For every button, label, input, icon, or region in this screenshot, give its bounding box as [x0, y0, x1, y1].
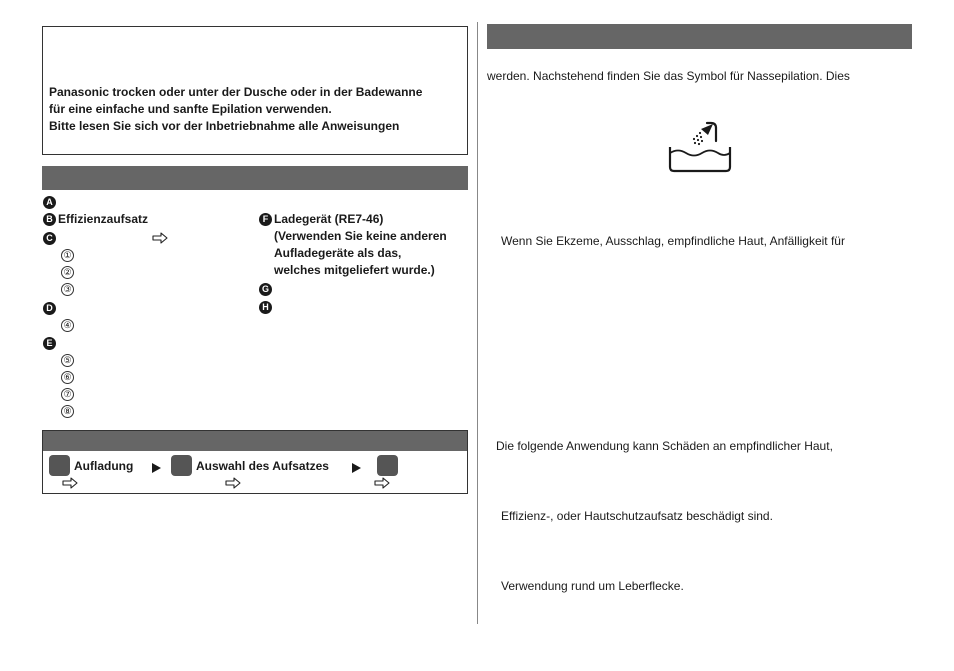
paragraph-damage-warning: Die folgende Anwendung kann Schäden an empfindlicher Haut, — [496, 439, 833, 453]
step-1-marker — [49, 455, 70, 476]
paragraph-wet-use: werden. Nachstehend finden Sie das Symbol für Nassepilation. Dies — [487, 69, 850, 83]
flow-header-bar — [43, 431, 467, 451]
triangle-right-icon — [152, 463, 161, 473]
part-badge-b: B — [43, 213, 56, 226]
part-number-2: ② — [61, 266, 74, 279]
step-2-marker — [171, 455, 192, 476]
part-badge-h: H — [259, 301, 272, 314]
paragraph-skin-warning: Wenn Sie Ekzeme, Ausschlag, empfindliche Haut, Anfälligkeit für — [501, 234, 845, 248]
intro-line-2: für eine einfache und sanfte Epilation verwenden. — [49, 102, 332, 116]
part-badge-a: A — [43, 196, 56, 209]
arrow-right-icon — [225, 477, 241, 489]
intro-line-3: Bitte lesen Sie sich vor der Inbetriebnahme alle Anweisungen — [49, 119, 400, 133]
paragraph-attachment-damage: Effizienz-, oder Hautschutzaufsatz beschädigt sind. — [501, 509, 773, 523]
part-badge-c: C — [43, 232, 56, 245]
step-2-label: Auswahl des Aufsatzes — [196, 459, 329, 473]
part-number-7: ⑦ — [61, 388, 74, 401]
shower-bath-icon — [667, 121, 733, 173]
right-section-header-bar — [487, 24, 912, 49]
triangle-right-icon — [352, 463, 361, 473]
part-number-3: ③ — [61, 283, 74, 296]
part-badge-f: F — [259, 213, 272, 226]
part-number-1: ① — [61, 249, 74, 262]
part-number-6: ⑥ — [61, 371, 74, 384]
intro-text — [49, 84, 422, 135]
part-badge-e: E — [43, 337, 56, 350]
arrow-right-icon — [374, 477, 390, 489]
part-badge-d: D — [43, 302, 56, 315]
intro-box — [42, 26, 468, 155]
part-badge-g: G — [259, 283, 272, 296]
part-number-5: ⑤ — [61, 354, 74, 367]
paragraph-moles: Verwendung rund um Leberflecke. — [501, 579, 684, 593]
arrow-right-icon — [62, 477, 78, 489]
flow-box — [42, 430, 468, 494]
part-label-f-line-3: Aufladegeräte als das, — [274, 246, 402, 260]
part-label-f-line-2: (Verwenden Sie keine anderen — [274, 229, 447, 243]
part-label-b: Effizienzaufsatz — [58, 212, 149, 226]
step-3-marker — [377, 455, 398, 476]
part-label-f-line-1: Ladegerät (RE7-46) — [274, 212, 384, 226]
part-number-8: ⑧ — [61, 405, 74, 418]
step-1-label: Aufladung — [74, 459, 134, 473]
arrow-right-icon — [152, 232, 168, 244]
part-label-f-line-4: welches mitgeliefert wurde.) — [274, 263, 435, 277]
intro-line-1: Panasonic trocken oder unter der Dusche oder in der Badewanne — [49, 85, 423, 99]
parts-section-header-bar — [42, 166, 468, 190]
column-divider — [477, 22, 478, 624]
part-number-4: ④ — [61, 319, 74, 332]
